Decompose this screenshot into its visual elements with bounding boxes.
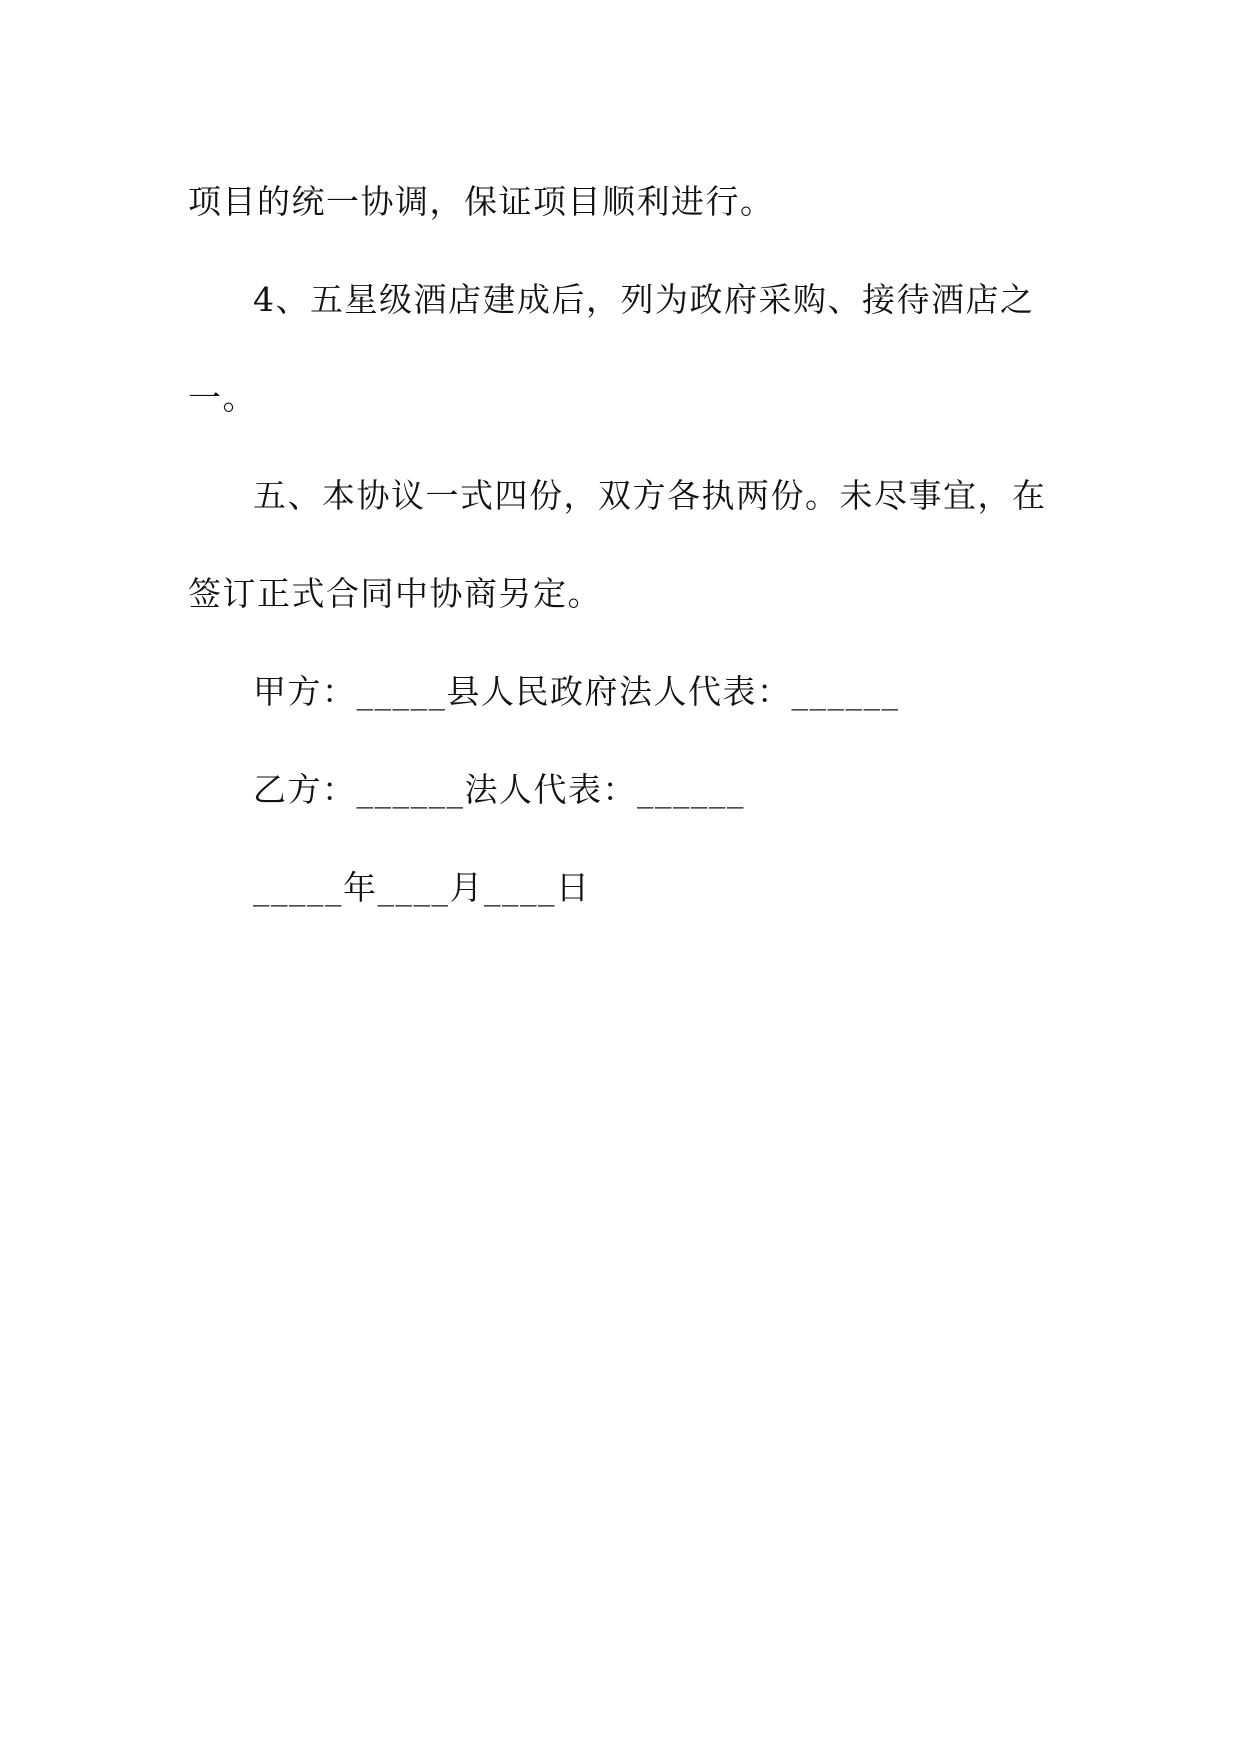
clause-4-line-1: 4、五星级酒店建成后，列为政府采购、接待酒店之 [253, 280, 1035, 319]
clause-5-line-2: 签订正式合同中协商另定。 [188, 574, 602, 613]
clause-5-line-1: 五、本协议一式四份，双方各执两份。未尽事宜，在 [253, 476, 1047, 515]
party-a-signature-line: 甲方：_____县人民政府法人代表：______ [253, 672, 900, 711]
date-line: _____年____月____日 [253, 868, 591, 907]
paragraph-coordination-line: 项目的统一协调，保证项目顺利进行。 [188, 182, 775, 221]
party-b-signature-line: 乙方：______法人代表：______ [253, 770, 745, 809]
clause-4-line-2: 一。 [188, 378, 257, 417]
